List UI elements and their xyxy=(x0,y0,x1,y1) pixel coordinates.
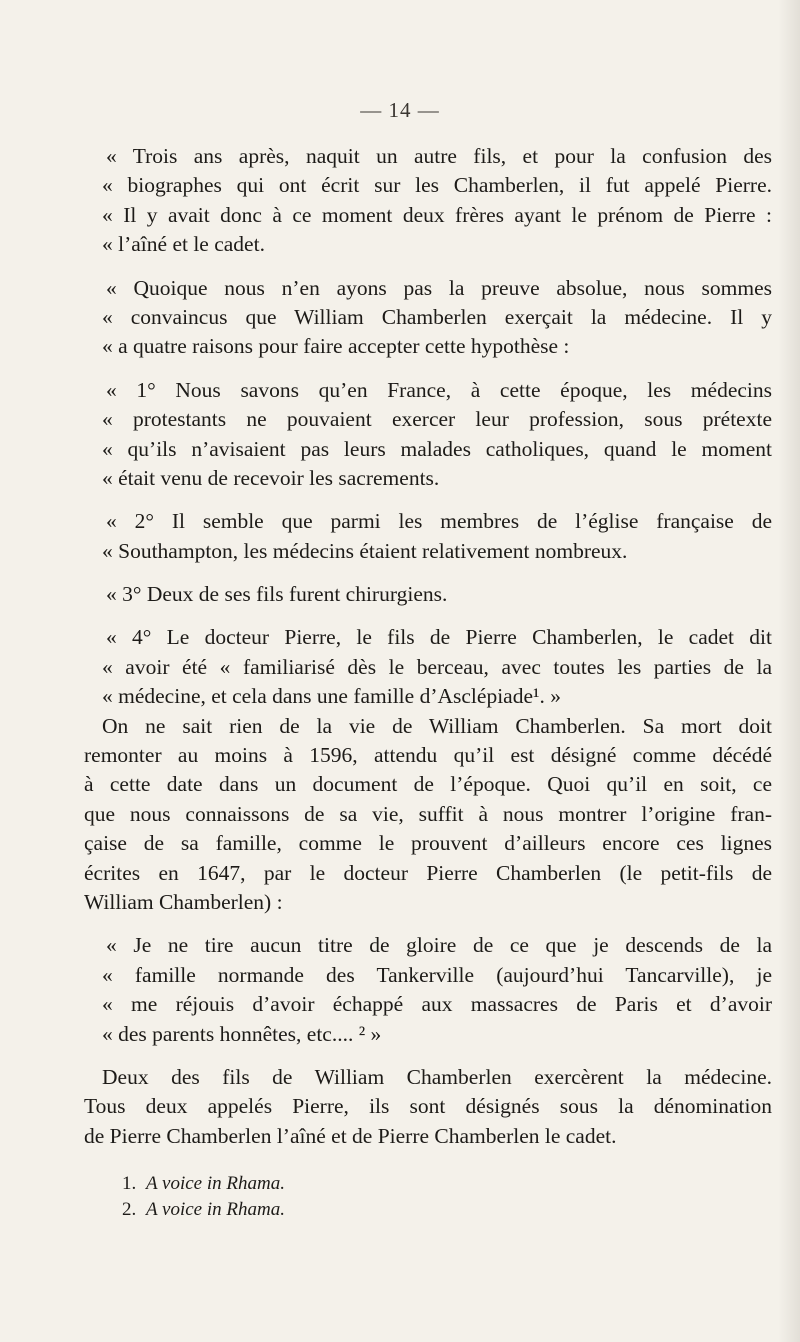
body-text xyxy=(84,142,772,1151)
text-line: remonter au moins à 1596, attendu qu’il est désigné comme décédé xyxy=(84,743,772,768)
text-line: écrites en 1647, par le docteur Pierre Chamberlen (le petit-fils de xyxy=(84,860,772,885)
paragraph xyxy=(102,507,772,566)
footnote xyxy=(122,1197,285,1223)
paragraph xyxy=(102,931,772,1049)
paragraph xyxy=(102,623,772,711)
text-line: « Il y avait donc à ce moment deux frères ayant le prénom de Pierre : xyxy=(102,202,772,227)
text-line: Tous deux appelés Pierre, ils sont désignés sous la dénomination xyxy=(84,1094,772,1119)
text-line: Deux des fils de William Chamberlen exercèrent la médecine. xyxy=(102,1064,772,1089)
text-line: « était venu de recevoir les sacrements. xyxy=(102,465,440,490)
footnote-number: 2. xyxy=(122,1199,137,1220)
paragraph xyxy=(102,274,772,362)
text-line: « biographes qui ont écrit sur les Chamberlen, il fut appelé Pierre. xyxy=(102,173,772,198)
text-line: « 4° Le docteur Pierre, le fils de Pierre Chamberlen, le cadet dit xyxy=(106,625,772,650)
text-line: « 1° Nous savons qu’en France, à cette époque, les médecins xyxy=(106,377,772,402)
footnote-text: A voice in Rhama. xyxy=(146,1173,285,1194)
text-line: « qu’ils n’avisaient pas leurs malades catholiques, quand le moment xyxy=(102,436,772,461)
text-line: çaise de sa famille, comme le prouvent d’ailleurs encore ces lignes xyxy=(84,831,772,856)
text-line: « 2° Il semble que parmi les membres de l’église française de xyxy=(106,509,772,534)
text-line: que nous connaissons de sa vie, suffit à nous montrer l’origine fran- xyxy=(84,801,772,826)
text-line: « me réjouis d’avoir échappé aux massacres de Paris et d’avoir xyxy=(102,992,772,1017)
text-line: « a quatre raisons pour faire accepter cette hypothèse : xyxy=(102,334,570,359)
text-line: « 3° Deux de ses fils furent chirurgiens. xyxy=(106,582,448,607)
text-line: William Chamberlen) : xyxy=(84,889,283,914)
text-line: à cette date dans un document de l’époque. Quoi qu’il en soit, ce xyxy=(84,772,772,797)
text-line: de Pierre Chamberlen l’aîné et de Pierre Chamberlen le cadet. xyxy=(84,1123,617,1148)
footnote-text: A voice in Rhama. xyxy=(146,1199,285,1220)
paragraph xyxy=(84,1063,772,1151)
text-line: « Trois ans après, naquit un autre fils, et pour la confusion des xyxy=(106,144,772,168)
text-line: « Je ne tire aucun titre de gloire de ce que je descends de la xyxy=(106,933,772,958)
text-line: « l’aîné et le cadet. xyxy=(102,232,265,257)
text-line: « des parents honnêtes, etc.... ² » xyxy=(102,1021,382,1046)
text-line: « Southampton, les médecins étaient relativement nombreux. xyxy=(102,538,628,563)
page-number: — 14 — xyxy=(360,98,440,122)
footnote-number: 1. xyxy=(122,1173,137,1194)
text-line: « famille normande des Tankerville (aujourd’hui Tancarville), je xyxy=(102,962,772,987)
text-line: « protestants ne pouvaient exercer leur profession, sous prétexte xyxy=(102,407,772,432)
page-edge-shadow xyxy=(778,0,800,1342)
text-line: On ne sait rien de la vie de William Chamberlen. Sa mort doit xyxy=(102,713,772,738)
paragraph xyxy=(102,580,772,609)
text-line: « Quoique nous n’en ayons pas la preuve absolue, nous sommes xyxy=(106,275,772,300)
paragraph xyxy=(102,376,772,494)
paragraph xyxy=(84,712,772,918)
text-line: « avoir été « familiarisé dès le berceau, avec toutes les parties de la xyxy=(102,654,772,679)
paragraph xyxy=(102,142,772,260)
text-line: « médecine, et cela dans une famille d’Asclépiade¹. » xyxy=(102,684,561,709)
text-line: « convaincus que William Chamberlen exerçait la médecine. Il y xyxy=(102,304,772,329)
footnotes xyxy=(122,1171,285,1223)
footnote xyxy=(122,1171,285,1197)
